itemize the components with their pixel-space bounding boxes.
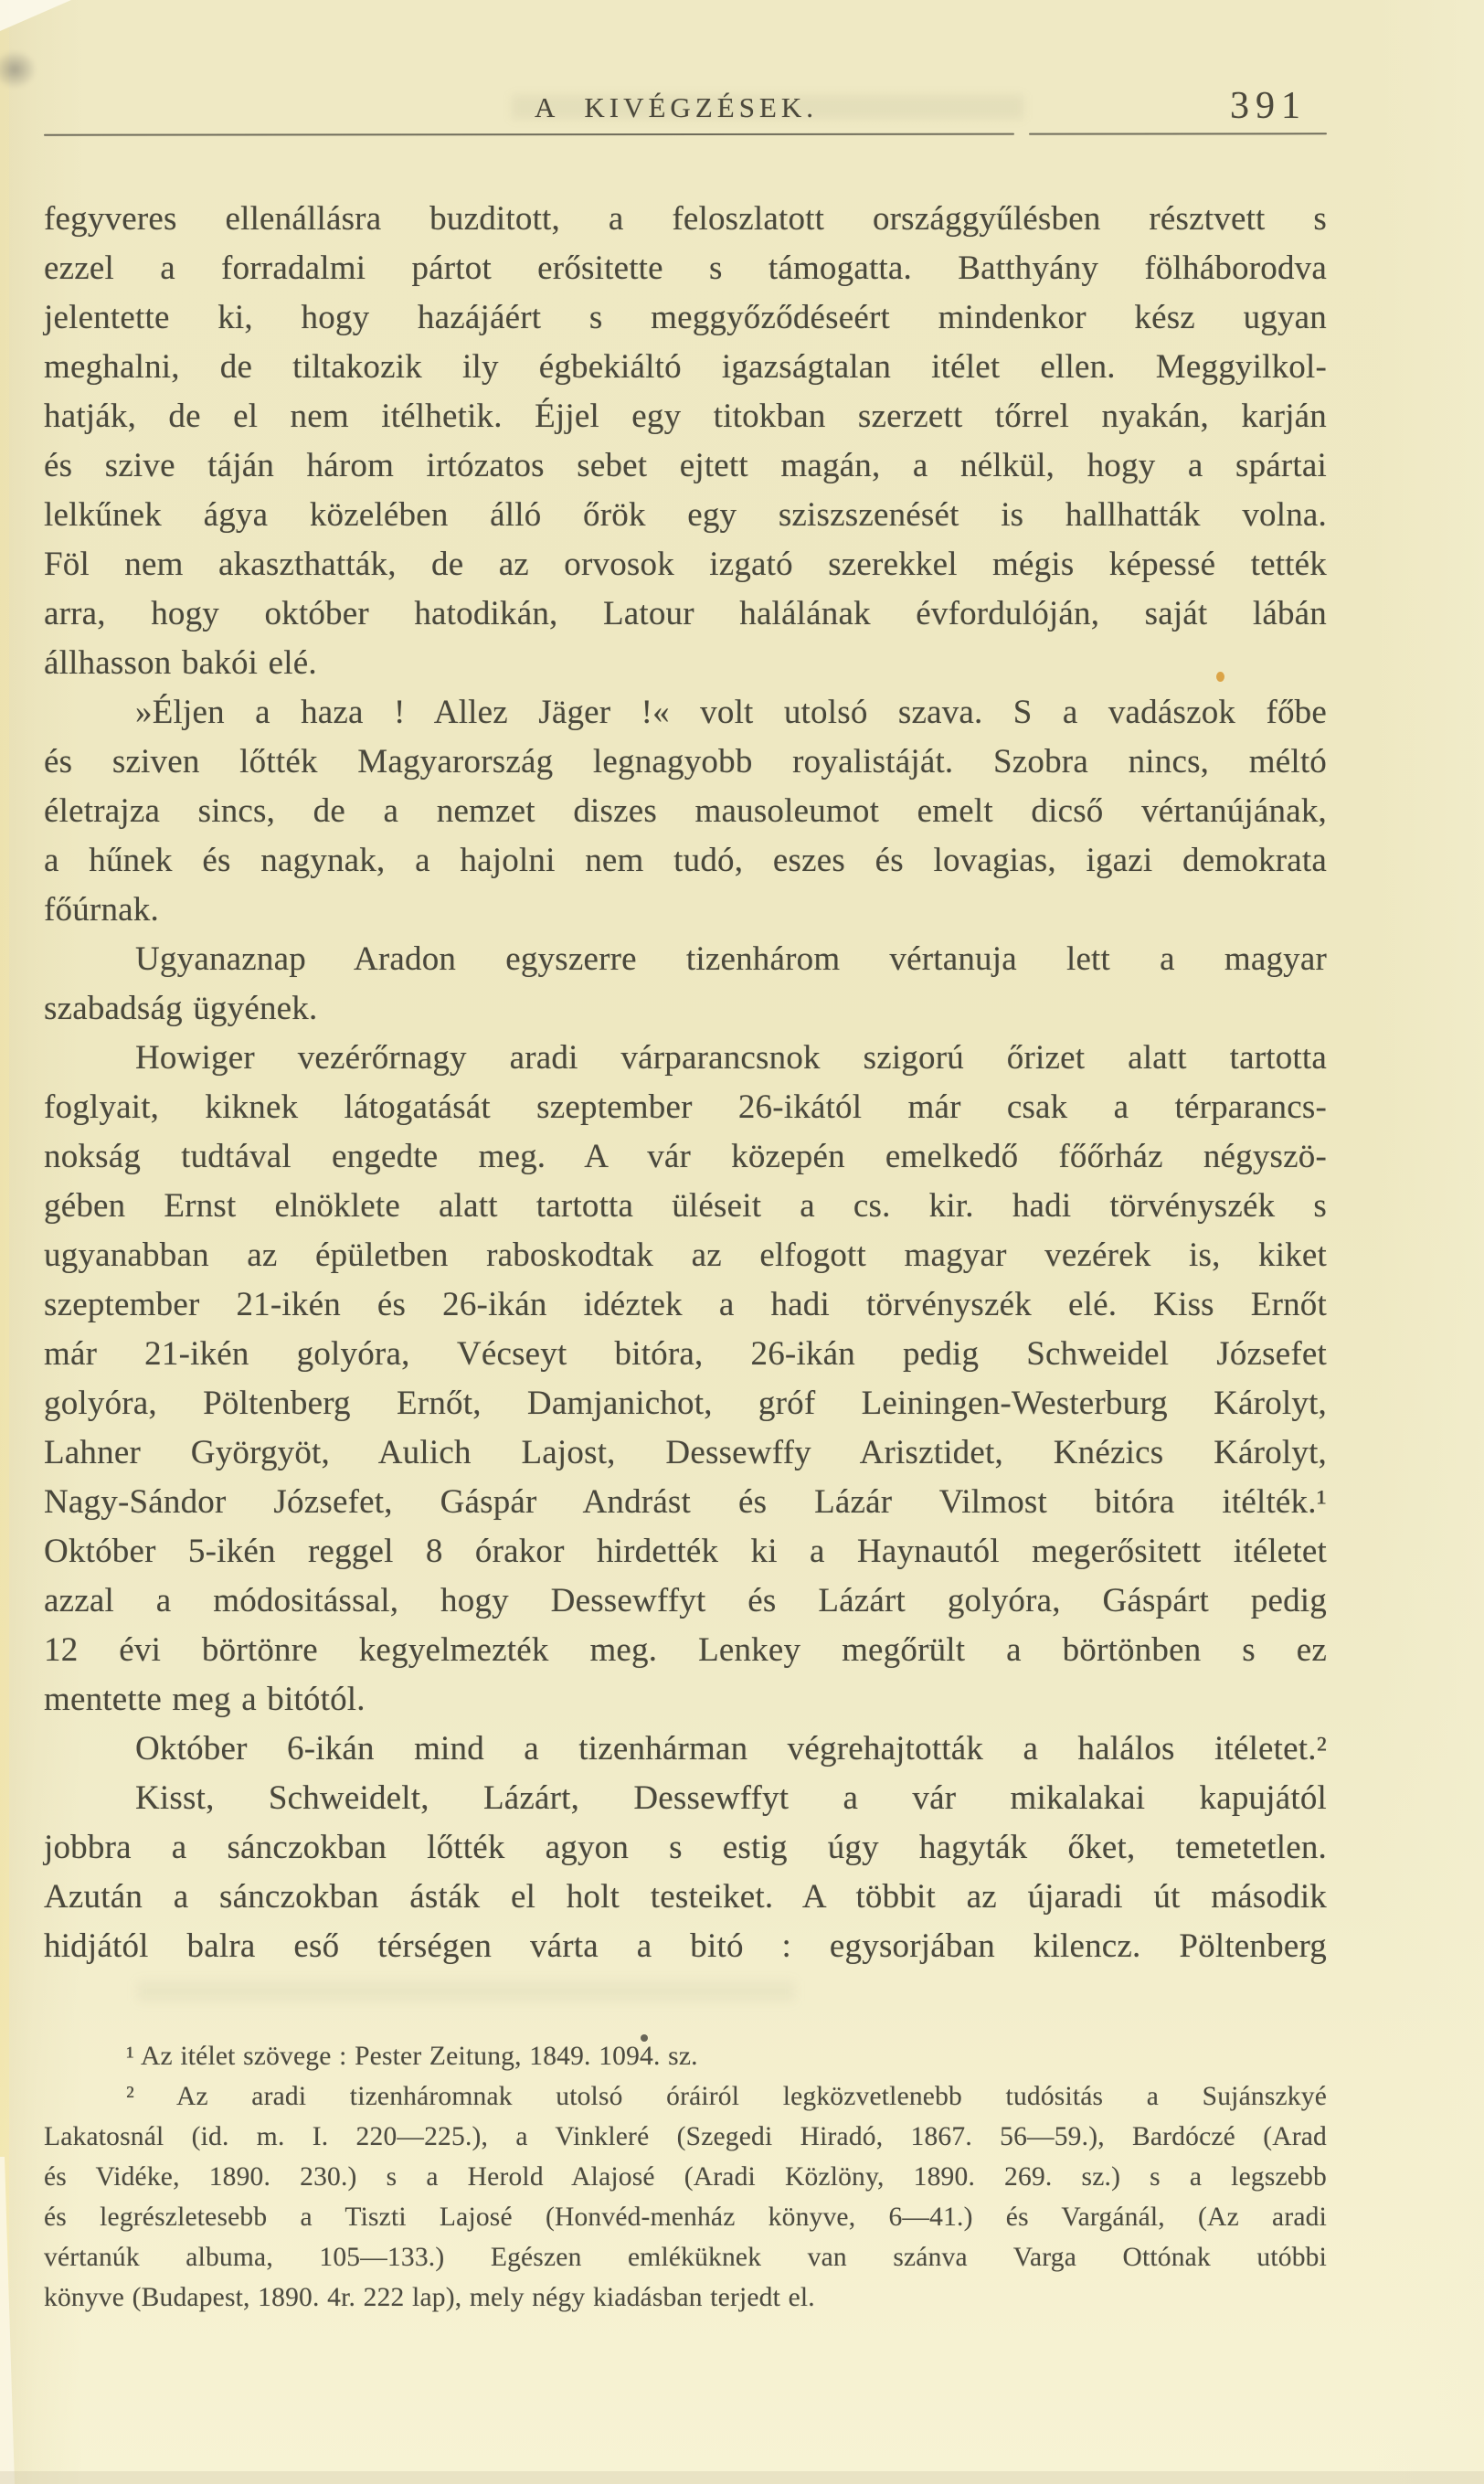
body-line: Kisst, Schweidelt, Lázárt, Dessewffyt a vár mikalakai kapujától <box>135 1779 1327 1817</box>
body-line: hidjától balra eső térségen várta a bitó : egysorjában kilencz. Pöltenberg <box>44 1927 1327 1965</box>
body-line: mentette meg a bitótól. <box>44 1681 366 1718</box>
scan-bottom-edge <box>0 2471 1484 2484</box>
page-number: 391 <box>1230 85 1307 127</box>
body-line: gében Ernst elnöklete alatt tartotta üléseit a cs. kir. hadi törvényszék s <box>44 1187 1327 1225</box>
body-line: azzal a módositással, hogy Dessewffyt és Lázárt golyóra, Gáspárt pedig <box>44 1582 1327 1619</box>
body-line: ugyanabban az épületben raboskodtak az elfogott magyar vezérek is, kiket <box>44 1237 1327 1274</box>
scan-edge-sliver <box>0 2157 15 2484</box>
header-rule-segment <box>1029 133 1327 134</box>
footnote-line: és Vidéke, 1890. 230.) s a Herold Alajosé (Aradi Közlöny, 1890. 269. sz.) s a legszebb <box>44 2162 1327 2192</box>
body-line: jobbra a sánczokban lőtték agyon s estig úgy hagyták őket, temetetlen. <box>44 1829 1327 1866</box>
footnotes <box>44 2036 1327 2318</box>
body-line: meghalni, de tiltakozik ily égbekiáltó igazságtalan itélet ellen. Meggyilkol- <box>44 348 1327 386</box>
body-line: Október 6-ikán mind a tizenhárman végrehajtották a halálos itéletet.² <box>135 1730 1327 1767</box>
running-title: A KIVÉGZÉSEK. <box>534 91 819 123</box>
body-line: szeptember 21-ikén és 26-ikán idéztek a hadi törvényszék elé. Kiss Ernőt <box>44 1286 1327 1323</box>
body-line: jelentette ki, hogy hazájáért s meggyőződéseért mindenkor kész ugyan <box>44 299 1327 336</box>
body-line: ezzel a forradalmi pártot erősitette s támogatta. Batthyány fölháborodva <box>44 249 1327 287</box>
body-text <box>44 195 1327 1971</box>
body-line: Lahner Györgyöt, Aulich Lajost, Dessewffy Arisztidet, Knézics Károlyt, <box>44 1434 1327 1471</box>
footnote-line: ² Az aradi tizenháromnak utolsó óráiról legközvetlenebb tudósitás a Sujánszkyé <box>126 2082 1327 2111</box>
body-line: a hűnek és nagynak, a hajolni nem tudó, eszes és lovagias, igazi demokrata <box>44 842 1327 879</box>
body-line: már 21-ikén golyóra, Vécseyt bitóra, 26-ikán pedig Schweidel Józsefet <box>44 1335 1327 1373</box>
body-line: Ugyanaznap Aradon egyszerre tizenhárom vértanuja lett a magyar <box>135 940 1327 978</box>
footnote-line: és legrészletesebb a Tiszti Lajosé (Honvéd-menház könyve, 6—41.) és Vargánál, (Az aradi <box>44 2203 1327 2232</box>
body-line: 12 évi börtönre kegyelmezték meg. Lenkey megőrült a börtönben s ez <box>44 1631 1327 1669</box>
body-line: fegyveres ellenállásra buzditott, a feloszlatott országgyűlésben résztvett s <box>44 200 1327 238</box>
body-line: golyóra, Pöltenberg Ernőt, Damjanichot, gróf Leiningen-Westerburg Károlyt, <box>44 1385 1327 1422</box>
body-line: foglyait, kiknek látogatását szeptember 26-ikától már csak a térparancs- <box>44 1088 1327 1126</box>
body-line: állhasson bakói elé. <box>44 644 317 682</box>
body-line: Azután a sánczokban ásták el holt testeiket. A többit az újaradi út második <box>44 1878 1327 1916</box>
body-line: »Éljen a haza ! Allez Jäger !« volt utolsó szava. S a vadászok főbe <box>135 694 1327 731</box>
footnote-line: ¹ Az itélet szövege : Pester Zeitung, 1849. 1094. sz. <box>126 2042 698 2071</box>
body-line: nokság tudtával engedte meg. A vár közepén emelkedő főőrház négyszö- <box>44 1138 1327 1175</box>
body-line: arra, hogy október hatodikán, Latour halálának évfordulóján, saját lábán <box>44 595 1327 632</box>
body-line: Nagy-Sándor Józsefet, Gáspár Andrást és Lázár Vilmost bitóra itélték.¹ <box>44 1483 1327 1521</box>
body-line: és sziven lőtték Magyarország legnagyobb royalistáját. Szobra nincs, méltó <box>44 743 1327 780</box>
body-line: szabadság ügyének. <box>44 990 318 1027</box>
body-line: Föl nem akaszthatták, de az orvosok izgató szerekkel mégis képessé tették <box>44 546 1327 583</box>
header-rule-segment <box>44 133 1014 136</box>
body-line: lelkűnek ágya közelében álló őrök egy sziszszenését is hallhatták volna. <box>44 496 1327 534</box>
page-left-edge-strip <box>0 0 9 2484</box>
body-line: hatják, de el nem itélhetik. Éjjel egy titokban szerzett tőrrel nyakán, karján <box>44 398 1327 435</box>
footnote-line: Lakatosnál (id. m. I. 220—225.), a Vinkleré (Szegedi Hiradó, 1867. 56—59.), Bardóczé (Arad <box>44 2122 1327 2151</box>
body-line: Howiger vezérőrnagy aradi várparancsnok szigorú őrizet alatt tartotta <box>135 1039 1327 1077</box>
footnote-line: vértanúk albuma, 105—133.) Egészen emléküknek van szánva Varga Ottónak utóbbi <box>44 2243 1327 2272</box>
footnote-line: könyve (Budapest, 1890. 4r. 222 lap), mely négy kiadásban terjedt el. <box>44 2283 815 2312</box>
ink-showthrough <box>137 1981 795 2001</box>
page-header <box>44 85 1327 146</box>
smudge-spot <box>0 50 37 89</box>
body-line: Október 5-ikén reggel 8 órakor hirdették ki a Haynautól megerősitett itéletet <box>44 1533 1327 1570</box>
body-line: és szive táján három irtózatos sebet ejtett magán, a nélkül, hogy a spártai <box>44 447 1327 484</box>
scan-corner-sliver <box>0 0 71 31</box>
body-line: főúrnak. <box>44 891 159 929</box>
body-line: életrajza sincs, de a nemzet diszes mausoleumot emelt dicső vértanújának, <box>44 792 1327 830</box>
